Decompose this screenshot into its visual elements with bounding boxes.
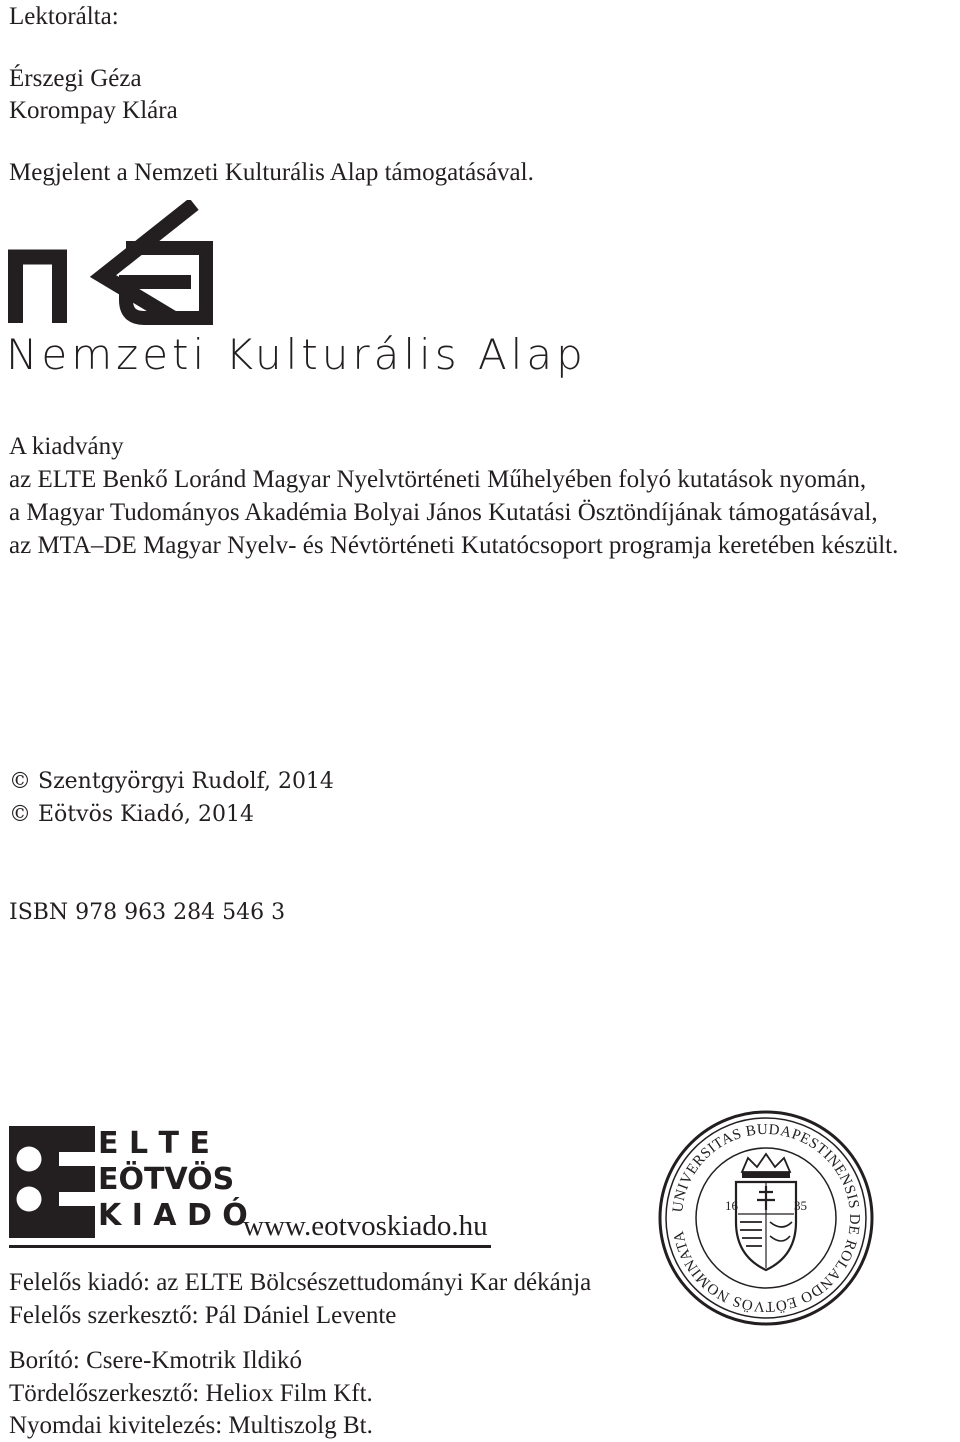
publication-line-4: az MTA–DE Magyar Nyelv- és Névtörténeti Kutatócsoport programja keretében készült. bbox=[9, 532, 899, 559]
copyright-publisher: © Eötvös Kiadó, 2014 bbox=[9, 802, 254, 827]
nka-logo-mark bbox=[8, 200, 218, 325]
publication-line-1: A kiadvány bbox=[9, 433, 124, 460]
nka-name: Nemzeti Kulturális Alap bbox=[6, 330, 587, 379]
support-note: Megjelent a Nemzeti Kulturális Alap támogatásával. bbox=[9, 159, 534, 186]
publication-line-3: a Magyar Tudományos Akadémia Bolyai János Kutatási Ösztöndíjának támogatásával, bbox=[9, 499, 878, 526]
reviewed-by-label: Lektorálta: bbox=[9, 3, 119, 30]
svg-text:UNIVERSITAS BUDAPESTINENSIS DE: UNIVERSITAS BUDAPESTINENSIS DE ROLANDO EÖTVÖS NOMINATA bbox=[670, 1121, 863, 1315]
credit-cover: Borító: Csere-Kmotrik Ildikó bbox=[9, 1347, 303, 1374]
publication-line-2: az ELTE Benkő Loránd Magyar Nyelvtörténeti Műhelyében folyó kutatások nyomán, bbox=[9, 466, 867, 493]
elte-logo-line-1: E L T E bbox=[98, 1126, 210, 1161]
elte-logo-text bbox=[98, 1126, 248, 1234]
credit-printing: Nyomdai kivitelezés: Multiszolg Bt. bbox=[9, 1412, 373, 1439]
credit-publisher: Felelős kiadó: az ELTE Bölcsészettudományi Kar dékánja bbox=[9, 1269, 592, 1296]
elte-logo-line-2: EÖTVÖS bbox=[98, 1162, 235, 1197]
university-seal bbox=[658, 1110, 874, 1326]
seal-year-left: 16 bbox=[725, 1198, 738, 1213]
logo-underline-divider bbox=[9, 1245, 491, 1248]
isbn: ISBN 978 963 284 546 3 bbox=[9, 900, 286, 925]
reviewer-2: Korompay Klára bbox=[9, 97, 178, 124]
seal-year-right: 35 bbox=[794, 1198, 807, 1213]
copyright-author: © Szentgyörgyi Rudolf, 2014 bbox=[9, 769, 334, 794]
credit-editor: Felelős szerkesztő: Pál Dániel Levente bbox=[9, 1302, 397, 1329]
elte-logo-line-3: K I A D Ó bbox=[98, 1198, 248, 1233]
elte-logo-mark bbox=[9, 1126, 95, 1238]
credit-typesetting: Tördelőszerkesztő: Heliox Film Kft. bbox=[9, 1380, 373, 1407]
reviewer-1: Érszegi Géza bbox=[9, 65, 142, 92]
publisher-url[interactable]: www.eotvoskiado.hu bbox=[243, 1210, 488, 1242]
